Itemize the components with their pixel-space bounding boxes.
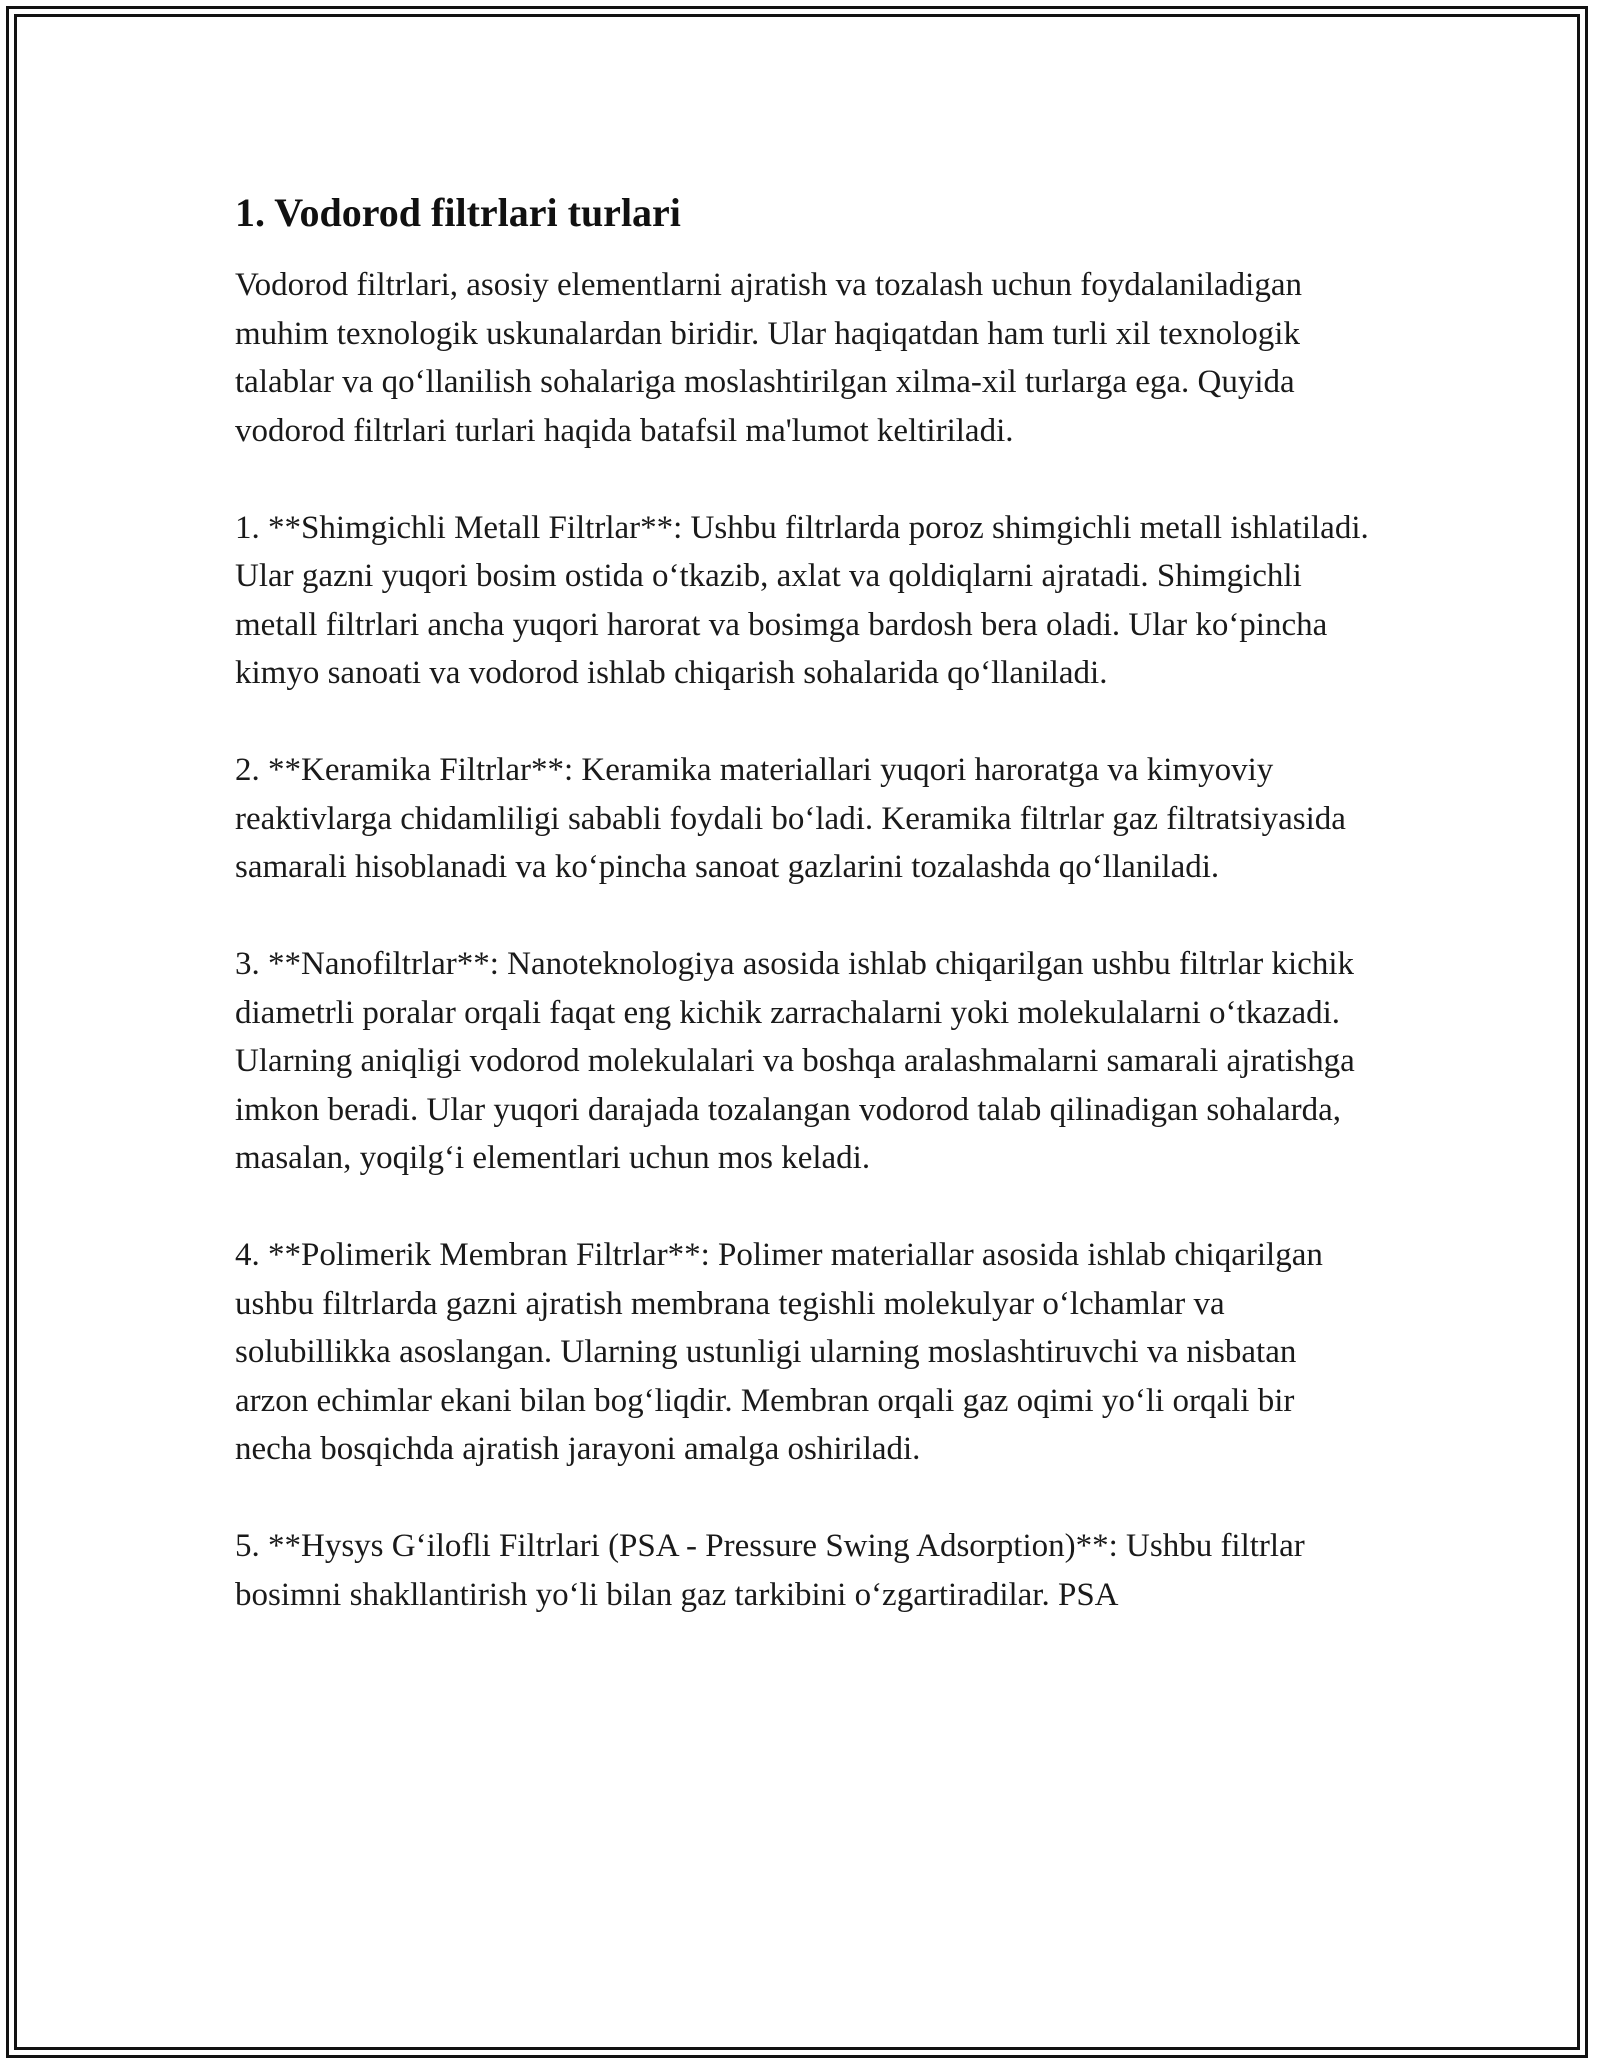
paragraph-polymeric-membrane-filters: 4. **Polimerik Membran Filtrlar**: Polimer materiallar asosida ishlab chiqarilgan ushbu filtrlarda gazni ajratish membrana tegishli molekulyar o‘lchamlar va solubillikka asoslangan. Ularning ustunligi ularning moslashtiruvchi va nisbatan arzon echimlar ekani bilan bog‘liqdir. Membran orqali gaz oqimi yo‘li orqali bir necha bosqichda ajratish jarayoni amalga oshiriladi. [235, 1237, 1323, 1467]
paragraph-ceramic-filters: 2. **Keramika Filtrlar**: Keramika materiallari yuqori haroratga va kimyoviy reaktivlarga chidamliligi sababli foydali bo‘ladi. Keramika filtrlar gaz filtratsiyasida samarali hisoblanadi va ko‘pincha sanoat gazlarini tozalashda qo‘llaniladi. [235, 752, 1346, 885]
paragraph-psa-filters: 5. **Hysys G‘ilofli Filtrlari (PSA - Pressure Swing Adsorption)**: Ushbu filtrlar bosimni shakllantirish yo‘li bilan gaz tarkibini o‘zgartiradilar. PSA [235, 1528, 1305, 1613]
paragraph-sponge-metal-filters: 1. **Shimgichli Metall Filtrlar**: Ushbu filtrlarda poroz shimgichli metall ishlatiladi. Ular gazni yuqori bosim ostida o‘tkazib, axlat va qoldiqlarni ajratadi. Shimgichli metall filtrlari ancha yuqori harorat va bosimga bardosh bera oladi. Ular ko‘pincha kimyo sanoati va vodorod ishlab chiqarish sohalarida qo‘llaniladi. [235, 509, 1369, 691]
document-body [235, 185, 1370, 1668]
intro-paragraph: Vodorod filtrlari, asosiy elementlarni ajratish va tozalash uchun foydalaniladigan muhim texnologik uskunalardan biridir. Ular haqiqatdan ham turli xil texnologik talablar va qo‘llanilish sohalariga moslashtirilgan xilma-xil turlarga ega. Quyida vodorod filtrlari turlari haqida batafsil ma'lumot keltiriladi. [235, 267, 1302, 449]
section-heading: 1. Vodorod filtrlari turlari [235, 190, 681, 235]
paragraph-nanofilters: 3. **Nanofiltrlar**: Nanoteknologiya asosida ishlab chiqarilgan ushbu filtrlar kichik diametrli poralar orqali faqat eng kichik zarrachalarni yoki molekulalarni o‘tkazadi. Ularning aniqligi vodorod molekulalari va boshqa aralashmalarni samarali ajratishga imkon beradi. Ular yuqori darajada tozalangan vodorod talab qilinadigan sohalarda, masalan, yoqilg‘i elementlari uchun mos keladi. [235, 946, 1355, 1176]
